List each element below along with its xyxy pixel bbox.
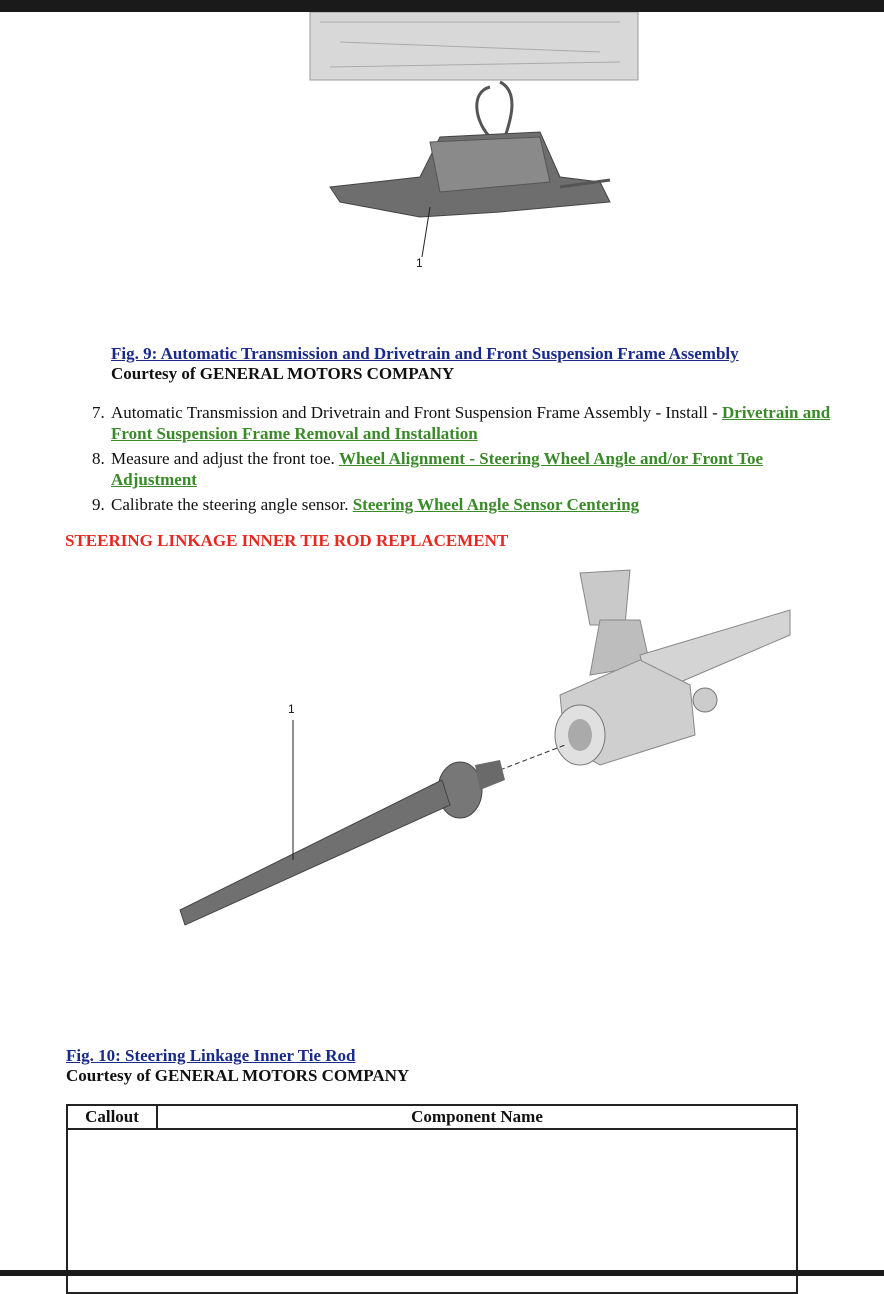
step-text: Automatic Transmission and Drivetrain and Front Suspension Frame Assembly - Install - bbox=[111, 403, 723, 422]
figure10-caption bbox=[66, 1046, 409, 1086]
top-bar bbox=[0, 0, 884, 12]
steps-list bbox=[92, 402, 852, 515]
step-link[interactable]: Drivetrain and Front Suspension Frame Removal and Installation bbox=[111, 403, 831, 443]
figure10-callout-label: 1 bbox=[288, 702, 295, 716]
step-link[interactable]: Wheel Alignment - Steering Wheel Angle and/or Front Toe Adjustment bbox=[111, 449, 764, 489]
step-item bbox=[92, 402, 852, 444]
figure10-courtesy: Courtesy of GENERAL MOTORS COMPANY bbox=[66, 1066, 410, 1085]
bottom-bar bbox=[0, 1270, 884, 1276]
step-text: Calibrate the steering angle sensor. bbox=[111, 495, 353, 514]
step-item bbox=[92, 494, 852, 515]
section-heading: STEERING LINKAGE INNER TIE ROD REPLACEMENT bbox=[65, 531, 509, 550]
figure9-courtesy: Courtesy of GENERAL MOTORS COMPANY bbox=[111, 364, 455, 383]
table-row bbox=[67, 1129, 797, 1293]
table-body-cell bbox=[67, 1129, 797, 1293]
header-component-name: Component Name bbox=[157, 1105, 797, 1129]
figure9-caption bbox=[111, 344, 739, 384]
figure10-caption-link[interactable]: Fig. 10: Steering Linkage Inner Tie Rod bbox=[66, 1046, 356, 1065]
figure10-illustration bbox=[170, 565, 800, 935]
step-number: 7. bbox=[92, 403, 105, 422]
step-item bbox=[92, 448, 852, 490]
figure9-callout-label: 1 bbox=[416, 256, 423, 270]
figure9-illustration bbox=[300, 12, 640, 282]
step-text: Measure and adjust the front toe. bbox=[111, 449, 340, 468]
header-callout: Callout bbox=[67, 1105, 157, 1129]
step-number: 8. bbox=[92, 449, 105, 468]
step-link[interactable]: Steering Wheel Angle Sensor Centering bbox=[352, 495, 640, 514]
figure9-caption-link[interactable]: Fig. 9: Automatic Transmission and Drivetrain and Front Suspension Frame Assembly bbox=[111, 344, 739, 363]
step-number: 9. bbox=[92, 495, 105, 514]
callout-table bbox=[66, 1104, 798, 1294]
table-header-row bbox=[67, 1105, 797, 1129]
